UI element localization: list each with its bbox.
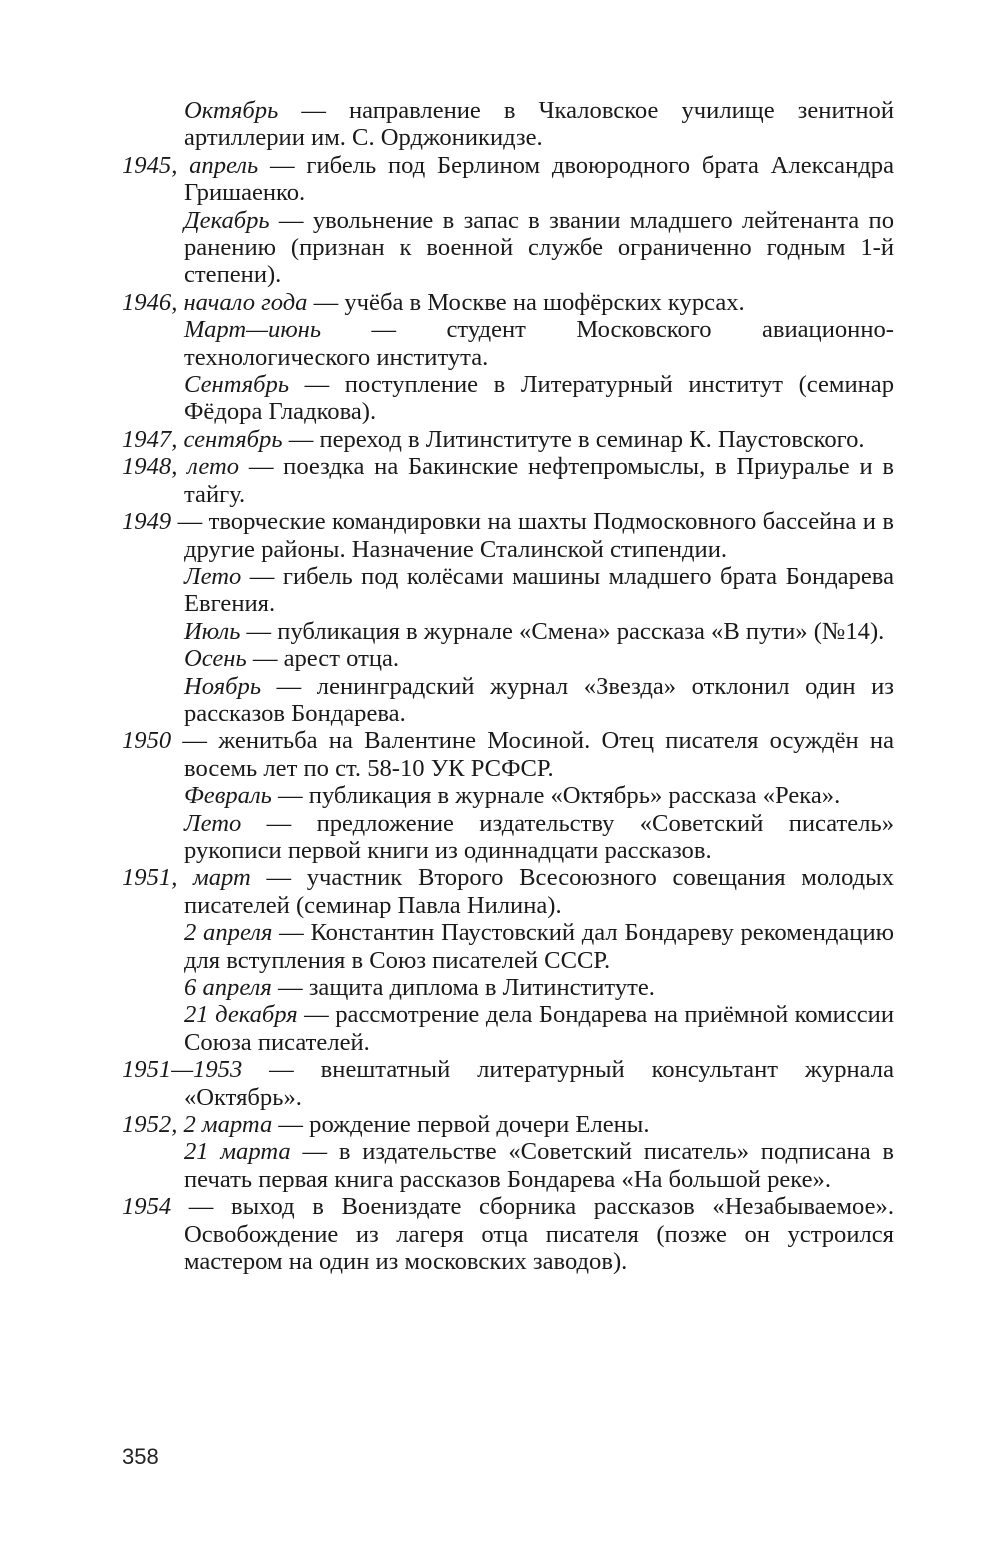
entry-date: 1947, сентябрь (122, 425, 283, 453)
chronology-subentry (122, 919, 894, 974)
entry-date: Февраль (184, 782, 272, 810)
entry-date: 21 марта (184, 1138, 291, 1166)
chronology-entry (122, 864, 894, 919)
entry-text: — защита диплома в Литинституте. (271, 974, 655, 1001)
chronology-entry (122, 426, 894, 453)
chronology-subentry (122, 1001, 894, 1056)
chronology-entry (122, 1111, 894, 1138)
entry-date: Октябрь (184, 97, 279, 124)
entry-date: 1946, начало года (122, 288, 308, 316)
entry-text: — гибель под колёсами машины младшего брата Бондарева Евгения. (184, 562, 894, 618)
entry-text: — ленинградский журнал «Звезда» отклонил один из рассказов Бондарева. (184, 672, 894, 727)
entry-date: 1954 (122, 1193, 172, 1221)
entry-text: — творческие командировки на шахты Подмосковного бассейна и в другие районы. Назначение Сталинской стипендии. (171, 508, 894, 563)
chronology-subentry (122, 1138, 894, 1193)
chronology-text (122, 97, 894, 1275)
entry-date: Сентябрь (184, 371, 290, 399)
entry-text: — предложение издательству «Советский писатель» рукописи первой книги из одиннадцати рассказов. (184, 809, 894, 864)
chronology-subentry (122, 207, 894, 289)
chronology-entry (122, 152, 894, 207)
chronology-subentry (122, 645, 894, 672)
entry-date: Ноябрь (184, 672, 262, 700)
entry-text: — внештатный литературный консультант журнала «Октябрь». (184, 1056, 894, 1111)
chronology-subentry (122, 316, 894, 371)
entry-date: 1945, апрель (122, 151, 259, 179)
entry-date: Осень (184, 645, 247, 673)
entry-date: 2 апреля (184, 919, 273, 947)
entry-text: — поездка на Бакинские нефтепромыслы, в Приуралье и в тайгу. (184, 453, 894, 508)
chronology-subentry (122, 97, 894, 152)
chronology-entry (122, 453, 894, 508)
entry-text: — в издательстве «Советский писатель» подписана в печать первая книга рассказов Бондарева «На большой реке». (184, 1138, 894, 1193)
chronology-entry (122, 508, 894, 563)
chronology-subentry (122, 810, 894, 865)
entry-date: Декабрь (184, 206, 270, 234)
chronology-subentry (122, 673, 894, 728)
entry-text: — рождение первой дочери Елены. (272, 1111, 650, 1139)
chronology-subentry (122, 618, 894, 645)
entry-text: — гибель под Берлином двоюродного брата Александра Гришаенко. (184, 151, 894, 207)
entry-date: Март—июнь (184, 316, 322, 344)
entry-date: 6 апреля (184, 974, 272, 1001)
entry-date: 1949 (122, 508, 172, 536)
entry-text: — арест отца. (246, 645, 400, 673)
entry-date: 1951—1953 (122, 1056, 243, 1084)
entry-date: 1950 (122, 727, 172, 755)
entry-date: Лето (184, 809, 242, 837)
entry-text: — направление в Чкаловское училище зенитной артиллерии им. С. Орджоникидзе. (184, 97, 894, 152)
entry-text: — поступление в Литературный институт (семинар Фёдора Гладкова). (184, 371, 894, 426)
entry-text: — увольнение в запас в звании младшего лейтенанта по ранению (признан к военной службе ограниченно годным 1-й степени). (184, 206, 894, 289)
entry-text: — Константин Паустовский дал Бондареву рекомендацию для вступления в Союз писателей СССР. (184, 919, 895, 974)
chronology-entry (122, 1056, 894, 1111)
chronology-subentry (122, 563, 894, 618)
entry-date: 21 декабря (184, 1001, 298, 1029)
chronology-entry (122, 289, 894, 316)
entry-date: Лето (184, 562, 242, 590)
entry-text: — женитьба на Валентине Мосиной. Отец писателя осуждён на восемь лет по ст. 58-10 УК РСФСР. (171, 727, 894, 782)
entry-text: — публикация в журнале «Октябрь» рассказа «Река». (271, 782, 841, 810)
chronology-subentry (122, 782, 894, 809)
entry-date: 1952, 2 марта (122, 1111, 273, 1139)
entry-date: Июль (184, 617, 241, 645)
entry-text: — участник Второго Всесоюзного совещания молодых писателей (семинар Павла Нилина). (184, 864, 894, 919)
chronology-entry (122, 1193, 894, 1275)
entry-text: — переход в Литинституте в семинар К. Паустовского. (282, 425, 865, 453)
entry-text: — выход в Воениздате сборника рассказов «Незабываемое». Освобождение из лагеря отца писателя (позже он устроился мастером на один из московских заводов). (171, 1193, 894, 1276)
chronology-subentry (122, 371, 894, 426)
entry-date: 1948, лето (122, 453, 240, 481)
chronology-subentry (122, 974, 894, 1001)
entry-date: 1951, март (122, 864, 251, 892)
page-number: 358 (122, 1444, 159, 1469)
chronology-entry (122, 727, 894, 782)
entry-text: — учёба в Москве на шофёрских курсах. (307, 288, 745, 316)
entry-text: — студент Московского авиационно-технологического института. (184, 316, 894, 371)
entry-text: — публикация в журнале «Смена» рассказа «В пути» (№14). (240, 617, 885, 645)
entry-text: — рассмотрение дела Бондарева на приёмной комиссии Союза писателей. (184, 1001, 894, 1056)
